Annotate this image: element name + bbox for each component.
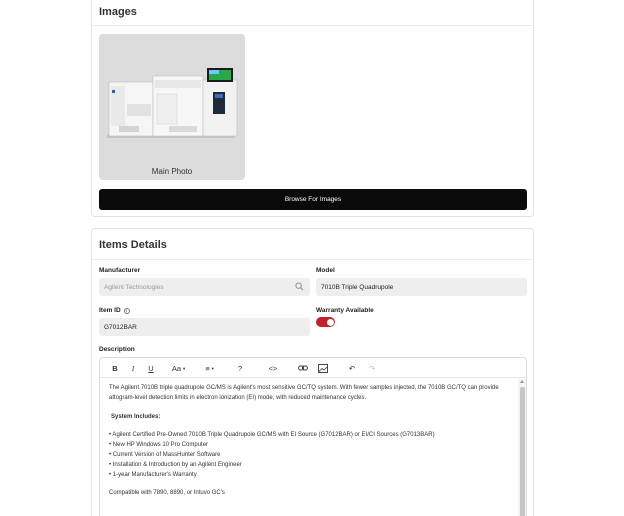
model-label-text: Model bbox=[316, 267, 335, 274]
info-icon[interactable]: i bbox=[124, 308, 130, 314]
help-button[interactable]: ? bbox=[237, 363, 243, 373]
description-label bbox=[99, 346, 135, 353]
images-title: Images bbox=[99, 6, 137, 18]
warranty-toggle[interactable] bbox=[316, 317, 335, 327]
paragraph-heading: System Includes: bbox=[111, 413, 161, 420]
list-item: • Agilent Certified Pre-Owned 7010B Triple Quadrupole GC/MS with EI Source (G7012BAR) or EI/CI Sources (G7013BAR) bbox=[109, 432, 435, 439]
manufacturer-placeholder: Agilent Technologies bbox=[104, 283, 164, 291]
link-button[interactable] bbox=[297, 362, 309, 374]
model-input[interactable] bbox=[316, 278, 527, 296]
align-dropdown[interactable] bbox=[201, 362, 219, 374]
item-id-input[interactable] bbox=[99, 318, 310, 336]
list-item: • Installation & Introduction by an Agilent Engineer bbox=[109, 461, 242, 468]
divider bbox=[92, 259, 533, 260]
font-size-icon: Aa bbox=[171, 363, 182, 373]
code-button[interactable]: <> bbox=[268, 363, 278, 373]
warranty-label-text: Warranty Available bbox=[316, 307, 374, 314]
undo-button[interactable]: ↶ bbox=[348, 363, 356, 373]
font-size-dropdown[interactable] bbox=[170, 362, 188, 374]
image-icon bbox=[318, 364, 328, 373]
align-icon: ≡ bbox=[205, 363, 210, 373]
divider bbox=[92, 25, 533, 26]
main-photo-tile[interactable] bbox=[99, 34, 245, 180]
editor-toolbar bbox=[100, 358, 526, 378]
bold-button[interactable]: B bbox=[112, 363, 118, 373]
editor-scrollbar[interactable] bbox=[518, 379, 526, 516]
redo-button[interactable]: ↷ bbox=[368, 363, 376, 373]
search-icon[interactable] bbox=[295, 282, 304, 291]
model-value: 7010B Triple Quadrupole bbox=[321, 283, 394, 291]
list-item: • Current Version of MassHunter Software bbox=[109, 451, 221, 458]
toggle-knob bbox=[327, 319, 334, 326]
paragraph: The Agilent 7010B triple quadrupole GC/MS is Agilent's most sensitive GC/TQ system. With fewer samples injected, the 7010B GC/TQ can provide attogram-level detection limits in electron ionization (EI) mode, with reduced maintenance cycles. bbox=[109, 385, 499, 401]
scroll-thumb[interactable] bbox=[520, 387, 525, 516]
manufacturer-label bbox=[99, 267, 140, 274]
images-card bbox=[91, 0, 534, 217]
items-details-title: Items Details bbox=[99, 239, 167, 251]
instrument-photo bbox=[99, 34, 245, 162]
manufacturer-input[interactable] bbox=[99, 278, 310, 296]
scroll-up-icon[interactable] bbox=[520, 380, 524, 383]
photo-caption: Main Photo bbox=[151, 167, 193, 176]
model-label bbox=[316, 267, 335, 274]
chevron-down-icon: ▼ bbox=[210, 365, 215, 371]
item-id-label bbox=[99, 307, 130, 314]
items-details-card bbox=[91, 228, 534, 516]
browse-images-button[interactable]: Browse For Images bbox=[99, 189, 527, 210]
paragraph: Compatible with 7890, 8890, or Intuvo GC's bbox=[109, 490, 225, 497]
item-id-value: G7012BAR bbox=[104, 323, 137, 331]
manufacturer-label-text: Manufacturer bbox=[99, 267, 141, 274]
image-button[interactable] bbox=[317, 362, 329, 374]
warranty-label bbox=[316, 307, 374, 314]
underline-button[interactable]: U bbox=[148, 363, 154, 373]
italic-button[interactable]: I bbox=[131, 363, 135, 373]
item-id-label-text: Item ID bbox=[99, 307, 121, 314]
description-editor[interactable] bbox=[99, 357, 527, 516]
chevron-down-icon: ▼ bbox=[182, 365, 187, 371]
description-label-text: Description bbox=[99, 346, 135, 353]
editor-content[interactable] bbox=[100, 379, 516, 516]
list-item: • 1-year Manufacturer's Warranty bbox=[109, 471, 197, 478]
list-item: • New HP Windows 10 Pro Computer bbox=[109, 442, 209, 449]
link-icon bbox=[298, 364, 308, 372]
